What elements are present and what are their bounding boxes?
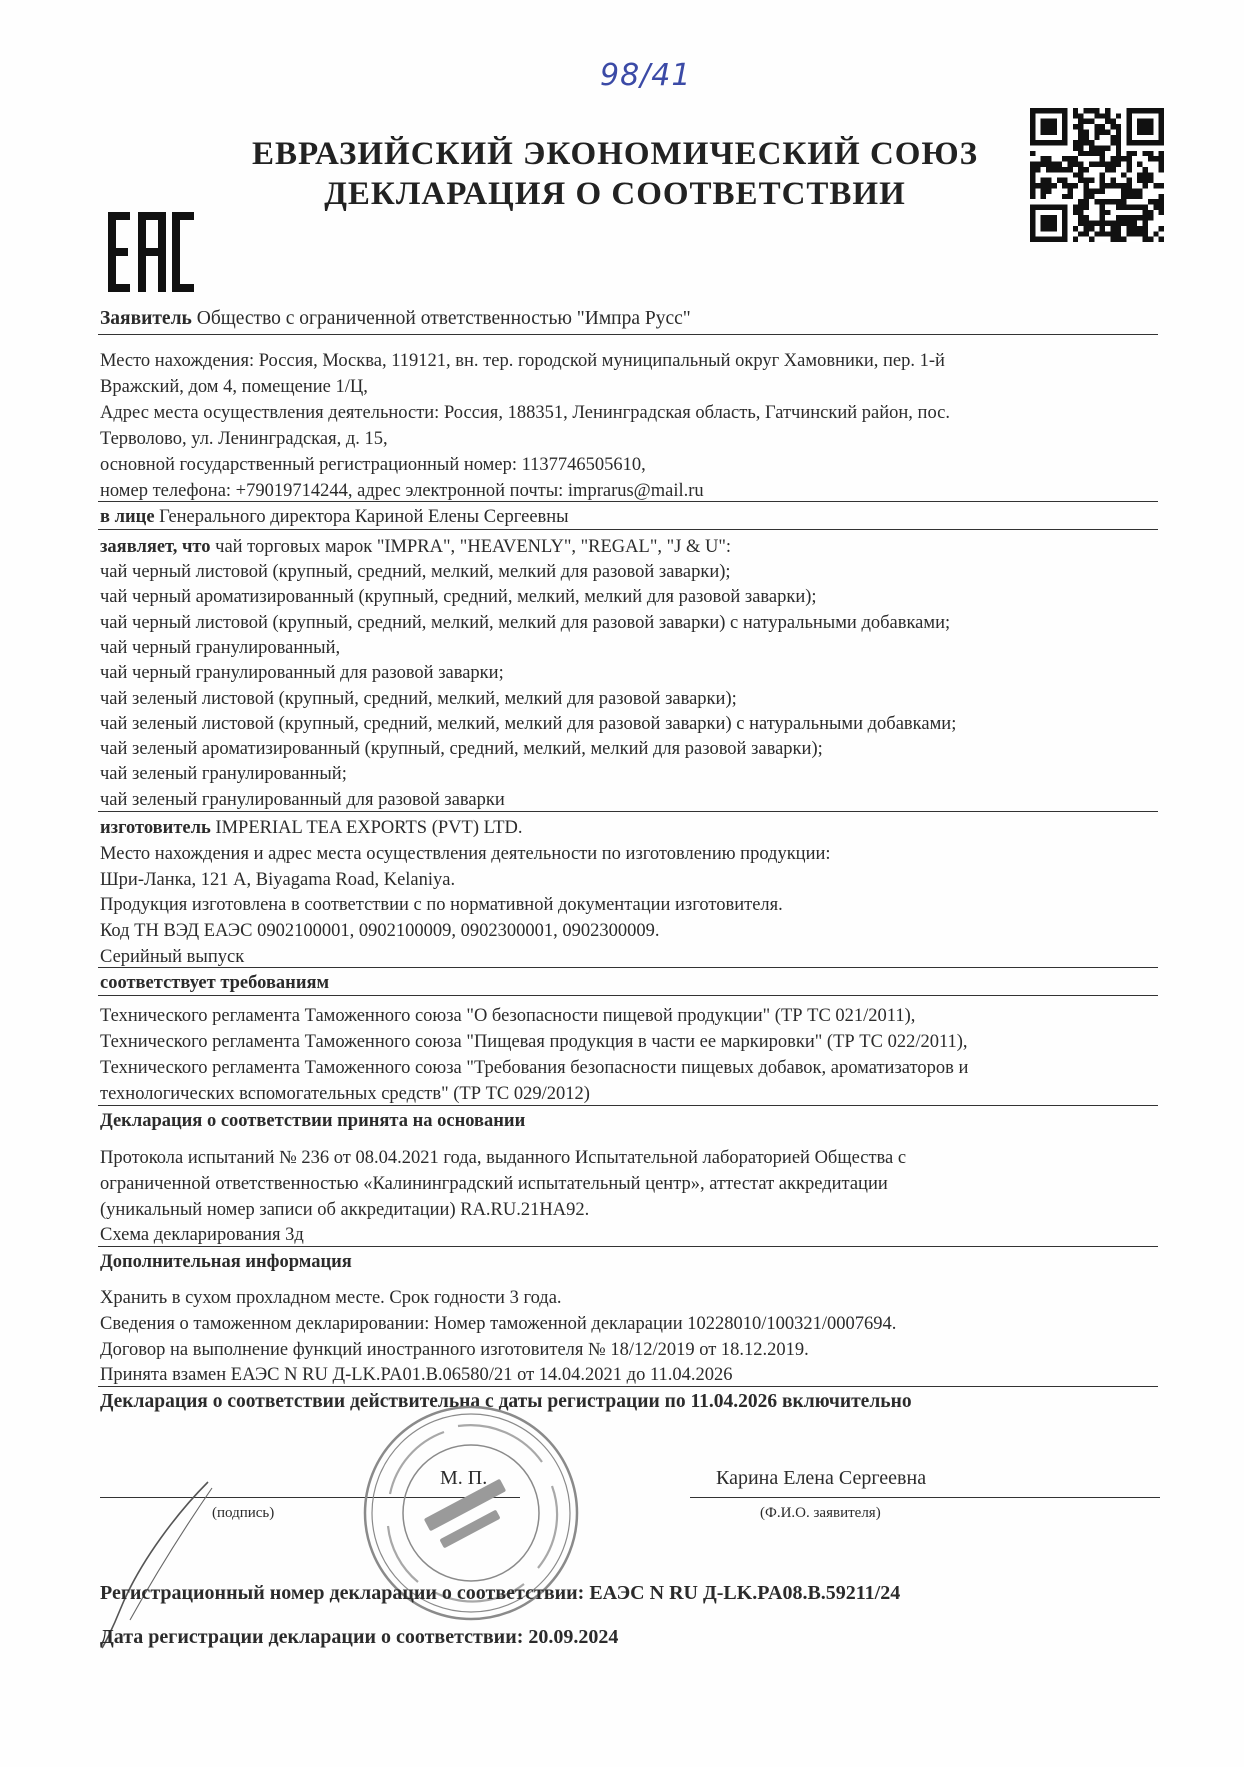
signer-name: Карина Елена Сергеевна	[716, 1467, 927, 1489]
signer-caption: (Ф.И.О. заявителя)	[760, 1505, 881, 1521]
product-line: чай зеленый листовой (крупный, средний, мелкий, мелкий для разовой заварки);	[100, 689, 737, 709]
applicant-name: Общество с ограниченной ответственностью "Импра Русс"	[196, 308, 691, 329]
manufacturer-detail: Продукция изготовлена в соответствии с по нормативной документации изготовителя.	[100, 895, 783, 915]
product-line: чай зеленый гранулированный;	[100, 764, 347, 784]
conformity-line: Технического регламента Таможенного союза "Пищевая продукция в части ее маркировки" (ТР ТС 022/2011),	[100, 1032, 968, 1052]
signer-name-line	[690, 1497, 1160, 1498]
representative-line	[100, 504, 569, 530]
document-title-declaration: ДЕКЛАРАЦИЯ О СООТВЕТСТВИИ	[324, 176, 906, 212]
declares-label: заявляет, что	[100, 537, 211, 557]
product-line: чай черный гранулированный для разовой заварки;	[100, 663, 504, 683]
divider	[98, 501, 1158, 502]
basis-heading: Декларация о соответствии принята на основании	[100, 1111, 526, 1131]
applicant-label: Заявитель	[100, 308, 192, 329]
declares-text: чай торговых марок "IMPRA", "HEAVENLY", "REGAL", "J & U":	[215, 537, 732, 557]
product-line: чай зеленый ароматизированный (крупный, средний, мелкий, мелкий для разовой заварки);	[100, 739, 823, 759]
product-line: чай зеленый листовой (крупный, средний, мелкий, мелкий для разовой заварки) с натуральными добавками;	[100, 714, 957, 734]
divider	[98, 1105, 1158, 1106]
manufacturer-line	[100, 815, 523, 841]
address-line: Место нахождения: Россия, Москва, 119121, вн. тер. городской муниципальный округ Хамовники, пер. 1-й	[100, 351, 945, 371]
manufacturer-detail: Место нахождения и адрес места осуществления деятельности по изготовлению продукции:	[100, 844, 831, 864]
additional-line: Договор на выполнение функций иностранного изготовителя № 18/12/2019 от 18.12.2019.	[100, 1340, 809, 1360]
product-line: чай зеленый гранулированный для разовой заварки	[100, 790, 505, 810]
validity-statement: Декларация о соответствии действительна с даты регистрации по 11.04.2026 включительно	[100, 1391, 912, 1412]
divider	[98, 995, 1158, 996]
additional-line: Хранить в сухом прохладном месте. Срок годности 3 года.	[100, 1288, 562, 1308]
manufacturer-label: изготовитель	[100, 818, 211, 838]
representative-label: в лице	[100, 507, 155, 527]
declares-line	[100, 534, 731, 560]
additional-line: Сведения о таможенном декларировании: Номер таможенной декларации 10228010/100321/0007694.	[100, 1314, 897, 1334]
divider	[98, 967, 1158, 968]
conformity-line: технологических вспомогательных средств" (ТР ТС 029/2012)	[100, 1084, 590, 1104]
divider	[98, 334, 1158, 335]
additional-line: Принята взамен ЕАЭС N RU Д-LK.PA01.B.06580/21 от 14.04.2021 до 11.04.2026	[100, 1365, 733, 1385]
product-line: чай черный листовой (крупный, средний, мелкий, мелкий для разовой заварки);	[100, 562, 731, 582]
manufacturer-name: IMPERIAL TEA EXPORTS (PVT) LTD.	[215, 818, 523, 838]
conformity-heading: соответствует требованиям	[100, 973, 330, 993]
conformity-line: Технического регламента Таможенного союза "Требования безопасности пищевых добавок, ароматизаторов и	[100, 1058, 969, 1078]
basis-line: (уникальный номер записи об аккредитации) RA.RU.21HA92.	[100, 1200, 590, 1220]
eac-logo	[108, 212, 194, 292]
additional-heading: Дополнительная информация	[100, 1252, 352, 1272]
address-line: основной государственный регистрационный номер: 1137746505610,	[100, 455, 646, 475]
basis-line: Протокола испытаний № 236 от 08.04.2021 года, выданного Испытательной лабораторией Общества с	[100, 1148, 907, 1168]
signature-caption: (подпись)	[212, 1505, 275, 1521]
address-line: Адрес места осуществления деятельности: Россия, 188351, Ленинградская область, Гатчинский район, пос.	[100, 403, 950, 423]
product-line: чай черный ароматизированный (крупный, средний, мелкий, мелкий для разовой заварки);	[100, 587, 817, 607]
document-title-union: ЕВРАЗИЙСКИЙ ЭКОНОМИЧЕСКИЙ СОЮЗ	[251, 136, 979, 172]
handwritten-number: 98/41	[600, 58, 692, 93]
conformity-line: Технического регламента Таможенного союза "О безопасности пищевой продукции" (ТР ТС 021/2011),	[100, 1006, 916, 1026]
address-line: Терволово, ул. Ленинградская, д. 15,	[100, 429, 388, 449]
representative-text: Генерального директора Кариной Елены Сергеевны	[159, 507, 569, 527]
basis-line: Схема декларирования 3д	[100, 1225, 304, 1245]
divider	[98, 529, 1158, 530]
basis-line: ограниченной ответственностью «Калининградский испытательный центр», аттестат аккредитации	[100, 1174, 888, 1194]
product-line: чай черный гранулированный,	[100, 638, 341, 658]
manufacturer-detail: Серийный выпуск	[100, 947, 245, 967]
registration-date: Дата регистрации декларации о соответствии: 20.09.2024	[100, 1626, 619, 1648]
product-line: чай черный листовой (крупный, средний, мелкий, мелкий для разовой заварки) с натуральными добавками;	[100, 613, 951, 633]
handwritten-signature	[100, 1470, 330, 1650]
divider	[98, 811, 1158, 812]
manufacturer-detail: Код ТН ВЭД ЕАЭС 0902100001, 0902100009, 0902300001, 0902300009.	[100, 921, 660, 941]
divider	[98, 1246, 1158, 1247]
address-line: номер телефона: +79019714244, адрес электронной почты: imprarus@mail.ru	[100, 481, 704, 501]
manufacturer-detail: Шри-Ланка, 121 A, Biyagama Road, Kelaniya.	[100, 870, 456, 890]
registration-number: Регистрационный номер декларации о соответствии: ЕАЭС N RU Д-LK.PA08.B.59211/24	[100, 1582, 901, 1604]
stamp-place-label: М. П.	[440, 1467, 488, 1489]
address-line: Вражский, дом 4, помещение 1/Ц,	[100, 377, 368, 397]
applicant-line	[100, 306, 691, 332]
divider	[98, 1386, 1158, 1387]
qr-code-icon	[1030, 108, 1164, 242]
